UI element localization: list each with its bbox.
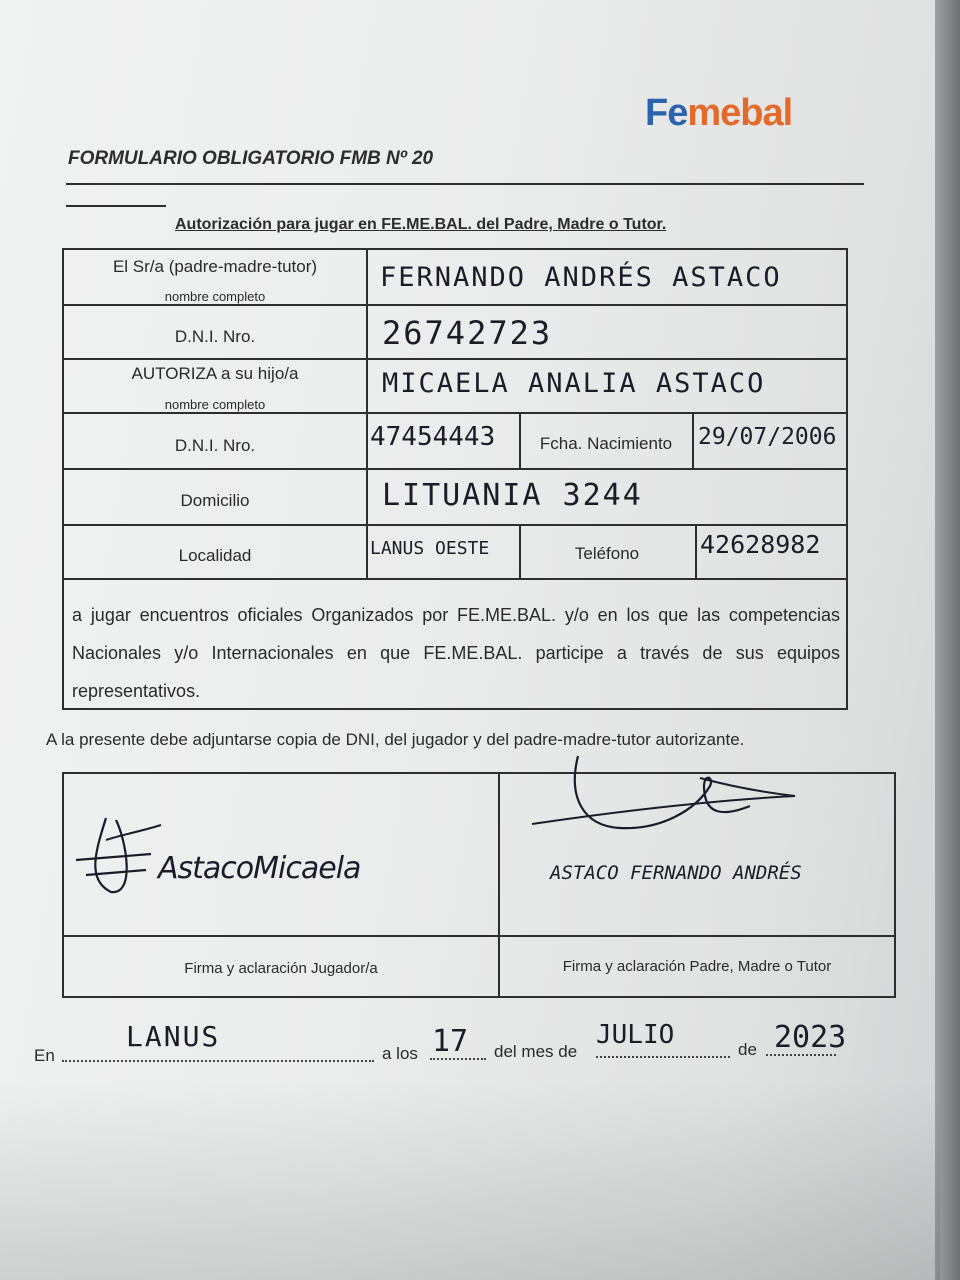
locality-value: LANUS OESTE <box>370 538 490 559</box>
footer-en-label: En <box>34 1046 55 1065</box>
birth-date-label: Fcha. Nacimiento <box>539 434 673 453</box>
month-dots <box>596 1056 730 1058</box>
attachment-note: A la presente debe adjuntarse copia de DNI, del jugador y del padre-madre-tutor autorizante. <box>46 730 745 749</box>
column-divider <box>692 412 694 468</box>
row-divider <box>62 304 848 306</box>
footer-a-los-label: a los <box>382 1044 418 1063</box>
phone-value: 42628982 <box>700 530 821 559</box>
footer-month-value: JULIO <box>596 1020 675 1050</box>
address-value: LITUANIA 3244 <box>382 478 643 513</box>
player-signature-stroke <box>76 818 151 892</box>
guardian-name-value: FERNANDO ANDRÉS ASTACO <box>380 262 782 293</box>
column-divider <box>366 248 368 578</box>
logo-part-fe: Fe <box>645 92 688 134</box>
guardian-sublabel: nombre completo <box>164 289 266 304</box>
form-title: FORMULARIO OBLIGATORIO FMB Nº 20 <box>68 148 434 169</box>
child-sublabel: nombre completo <box>164 397 266 412</box>
guardian-dni-value: 26742723 <box>382 314 553 352</box>
row-divider <box>62 468 848 470</box>
player-signature-text: AstacoMicaela <box>158 851 361 886</box>
guardian-dni-label: D.N.I. Nro. <box>174 327 256 346</box>
child-dni-value: 47454443 <box>370 422 496 452</box>
page-shadow <box>0 1080 940 1280</box>
child-name-value: MICAELA ANALIA ASTACO <box>382 368 766 399</box>
column-divider <box>695 524 697 578</box>
logo-part-mebal: mebal <box>687 92 793 134</box>
signature-row-divider <box>62 935 896 937</box>
footer-de-label: de <box>738 1040 757 1059</box>
guardian-signature-stroke <box>575 756 750 828</box>
guardian-clarification: ASTACO FERNANDO ANDRÉS <box>550 862 802 884</box>
row-divider <box>62 358 848 360</box>
footer-mes-label: del mes de <box>494 1042 578 1061</box>
player-signature-label: Firma y aclaración Jugador/a <box>184 960 378 977</box>
footer-place-value: LANUS <box>126 1020 221 1053</box>
column-divider <box>519 524 521 578</box>
player-signature-stroke <box>106 825 161 840</box>
footer-year-value: 2023 <box>774 1020 847 1055</box>
place-dots <box>62 1060 374 1062</box>
column-divider <box>519 412 521 468</box>
form-subtitle: Autorización para jugar en FE.ME.BAL. del Padre, Madre o Tutor. <box>175 216 667 233</box>
guardian-signature-stroke <box>532 778 795 824</box>
row-divider <box>62 524 848 526</box>
child-dni-label: D.N.I. Nro. <box>174 436 256 455</box>
guardian-label: El Sr/a (padre-madre-tutor) <box>112 257 318 276</box>
player-signature <box>66 800 496 910</box>
birth-date-value: 29/07/2006 <box>698 424 837 450</box>
title-rule <box>66 183 864 185</box>
authorization-text: a jugar encuentros oficiales Organizados por FE.ME.BAL. y/o en los que las competencias Nacionales y/o Internacionales en que FE.ME.BAL. participe a través de sus equipos representativos. <box>72 605 840 701</box>
footer-day-value: 17 <box>432 1024 469 1059</box>
guardian-signature <box>520 756 820 836</box>
femebal-logo <box>645 92 792 135</box>
phone-label: Teléfono <box>574 544 640 563</box>
title-rule-short <box>66 205 166 207</box>
child-label: AUTORIZA a su hijo/a <box>131 364 299 383</box>
address-label: Domicilio <box>180 491 250 510</box>
guardian-signature-label: Firma y aclaración Padre, Madre o Tutor <box>562 958 832 975</box>
locality-label: Localidad <box>178 546 252 565</box>
row-divider <box>62 412 848 414</box>
row-divider <box>62 578 848 580</box>
